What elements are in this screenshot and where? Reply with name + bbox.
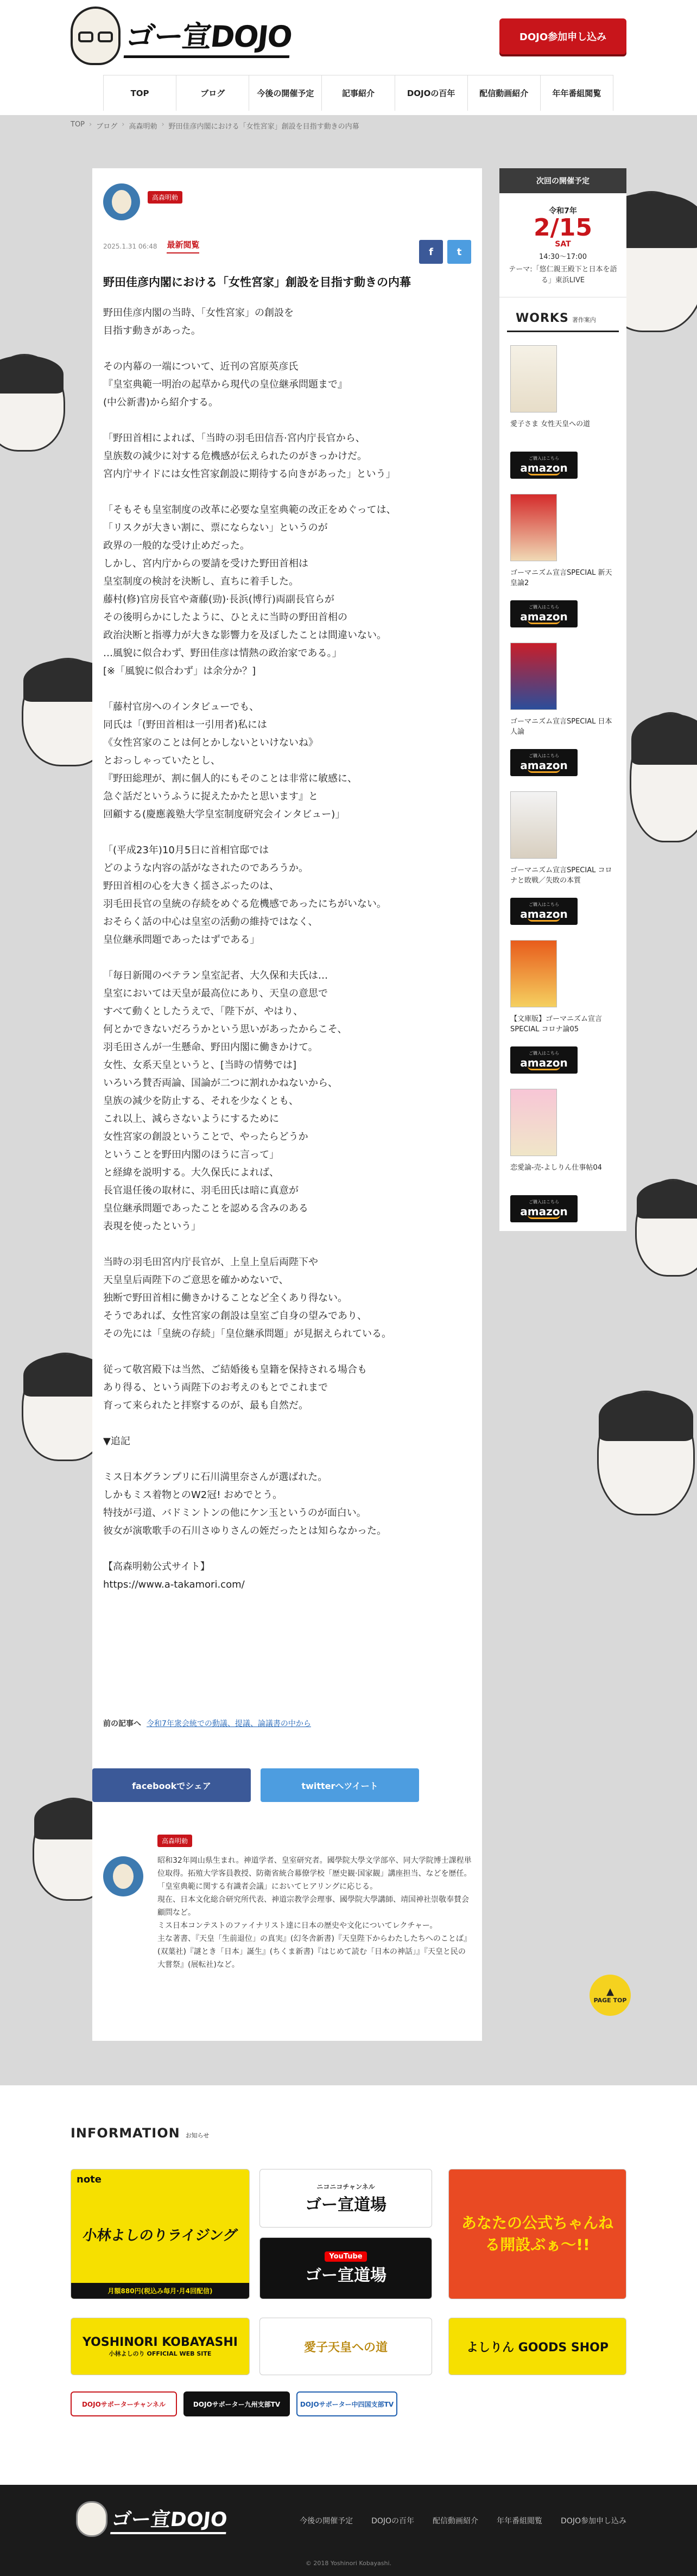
nav-item-top[interactable]: TOP [103,75,176,111]
official-channel-banner-title: あなたの公式ちゃんねる開設ぶぁ〜!! [461,2214,613,2254]
information-heading [71,2125,209,2141]
author-avatar [103,183,140,220]
article-paragraph: 「(平成23年)10月5日に首相官邸では どのような内容の話がなされたのであろうか。 野田首相の心を大きく揺さぶったのは、 羽毛田長官の皇統の存続をめぐる危機感であったにちがいない。 おそらく話の中心は皇室の活動の維持ではなく、 皇位継承問題であったはずである」 [103,845,386,946]
supporter-channel-label: DOJOサポーターチャンネル [81,2400,166,2408]
amazon-label: amazon [520,610,568,623]
works-heading [507,297,619,332]
decorative-character-illustration [635,1179,697,1277]
amazon-label: amazon [520,461,568,474]
facebook-share-button[interactable] [92,1768,251,1802]
twitter-icon[interactable]: t [447,240,471,264]
article-title: 野田佳彦内閣における「女性宮家」創設を目指す動きの内幕 [103,276,411,289]
next-event-weekday: SAT [555,240,571,249]
footer-nav-programs[interactable]: 年年番組閲覧 [497,2517,543,2526]
article-paragraph: 当時の羽毛田宮内庁長官が、上皇上皇后両陛下や 天皇皇后両陛下のご意思を確かめないで、 独断で野田首相に働きかけることなど全くあり得ない。 そうであれば、女性宮家の創設は皇室ご自身の望みであり、 その先には「皇統の存続」「皇位継承問題」が見据えられている。 [103,1257,391,1340]
next-event-box[interactable] [499,193,626,297]
category-tag[interactable]: 最新閲覧 [167,239,199,253]
book-cover-image[interactable] [510,643,557,710]
arrow-up-icon: ▲ [606,1985,614,1997]
footer-nav-videos[interactable]: 配信動画紹介 [433,2517,479,2526]
amazon-label: amazon [520,1056,568,1069]
goods-shop-banner-title: よしりん GOODS SHOP [466,2340,609,2355]
book-item [510,345,619,481]
official-site-banner[interactable] [71,2318,250,2375]
next-event-time: 14:30〜17:00 [539,253,587,261]
footer-nav-join[interactable]: DOJO参加申し込み [561,2517,626,2526]
amazon-label: amazon [520,758,568,772]
article-paragraph: その内幕の一端について、近刊の宮原英彦氏 『皇室典範一明治の起草から現代の皇位継承問題まで』 (中公新書)から紹介する。 [103,361,347,408]
next-event-heading: 次回の開催予定 [499,168,626,193]
logo-text: ゴー宣DOJO [124,14,294,58]
amazon-smile-icon [528,1066,560,1070]
information-subtitle: お知らせ [185,2132,210,2139]
bio-author-badge[interactable]: 高森明勅 [157,1835,192,1847]
author-badge[interactable]: 高森明勅 [148,191,182,204]
amazon-smile-icon [528,620,560,624]
site-logo[interactable] [71,7,292,65]
footer-nav-history[interactable]: DOJOの百年 [371,2517,415,2526]
mini-share-buttons [419,240,471,264]
book-cover-image[interactable] [510,345,557,413]
niconico-label: ニコニコチャンネル [316,2182,375,2191]
amazon-button[interactable] [510,898,578,925]
twitter-share-button[interactable] [261,1768,419,1802]
bio-text: 昭和32年岡山県生まれ。神道学者、皇室研究者。國學院大學文学部卒、同大学院博士課程単位取得。拓殖大学客員教授、防衛省統合幕僚学校「歴史観·国家観」講座担当、などを歴任。 「皇室典範に関する有識者会議」においてヒアリングに応じる。 現在、日本文化総合研究所代表、神道宗教学会理事、國學院大學講師、靖国神社崇敬奉賛会顧問など。 ミス日本コンテストのファイナリスト達に日本の歴史や文化についてレクチャー。 主な著書、『天皇「生前退位」の真実』(幻冬舎新書)『天皇陛下からわたしたちへのことば』(双葉社)『謎とき「日本」誕生』(ちくま新書)『はじめて読む「日本の神話」』『天皇と民の大嘗祭』(展転社)など。 [157,1856,472,1969]
article-paragraph: 「藤村官房へのインタビューでも、 同氏は「(野田首相は一引用者)私には 《女性宮家のことは何とかしないといけないね》 とおっしゃっていたとし、 『野田総理が、割に個人的にもそのことは非常に敏感に、 急ぐ話だというふうに捉えたかたと思います』と 回顧する(慶應義塾大学皇室制度研究会インタビュー)」 [103,701,357,820]
niconico-banner[interactable] [259,2169,432,2228]
logo-mascot-icon [71,7,121,65]
prev-article-link[interactable]: 令和7年衆会統での動議、提議、論議書の中から [147,1720,311,1728]
breadcrumb-current: 野田佳彦内閣における「女性宮家」創設を目指す動きの内幕 [168,123,359,131]
amazon-label: amazon [520,1204,568,1218]
official-site-banner-title: YOSHINORI KOBAYASHI [83,2335,238,2349]
book-item [510,1089,619,1231]
facebook-icon[interactable]: f [419,240,443,264]
works-subtitle: 著作案内 [572,316,596,323]
nav-item-videos[interactable]: 配信動画紹介 [468,75,541,111]
works-title: WORKS [516,312,569,325]
amazon-button[interactable] [510,1046,578,1074]
decorative-character-illustration [597,1391,695,1515]
decorative-character-illustration [630,712,697,842]
goods-shop-banner[interactable] [448,2318,626,2375]
book-item [510,494,619,630]
share-facebook-label: facebookでシェア [132,1780,211,1791]
join-dojo-button[interactable]: DOJO参加申し込み [499,18,626,54]
information-title: INFORMATION [71,2125,180,2141]
breadcrumb-blog[interactable]: ブログ [96,123,118,131]
breadcrumb: TOP › ブログ › 高森明勅 › 野田佳彦内閣における「女性宮家」創設を目指す動きの内幕 [71,120,359,131]
nav-item-dojo-history[interactable]: DOJOの百年 [395,75,468,111]
book-cover-image[interactable] [510,1089,557,1156]
amazon-small-label: ご購入はこちら [529,604,559,610]
global-nav [103,75,613,111]
book-title[interactable]: ゴーマニズム宣言SPECIAL 日本人論 [510,718,612,736]
amazon-button[interactable] [510,452,578,479]
book-item [510,940,619,1076]
footer-nav-schedule[interactable]: 今後の開催予定 [300,2517,353,2526]
rising-banner-title: 小林よしのりライジング [81,2227,238,2244]
article-card [92,168,482,2041]
amazon-smile-icon [528,917,560,922]
page-top-label: PAGE TOP [593,1996,627,2004]
decorative-character-illustration [0,354,65,452]
amazon-small-label: ご購入はこちら [529,902,559,907]
nav-item-schedule[interactable]: 今後の開催予定 [249,75,322,111]
kyushu-tv-label: DOJOサポーター九州支部TV [193,2400,281,2408]
site-footer [0,2485,697,2576]
amazon-smile-icon [528,471,560,475]
niconico-banner-title: ゴー宣道場 [305,2195,386,2215]
amazon-small-label: ご購入はこちら [529,753,559,758]
sidebar [499,168,626,1231]
amazon-small-label: ご購入はこちら [529,455,559,461]
article-body [103,304,472,1611]
nav-item-blog[interactable]: ブログ [176,75,249,111]
note-logo: note [77,2174,102,2185]
footer-logo[interactable] [76,2501,227,2537]
supporter-channel-banner[interactable] [71,2391,177,2416]
article-paragraph: 従って敬宮殿下は当然、ご結婚後も皇籍を保持される場合も あり得る、という両陛下のお考えのもとでこれまで 育って来られたと拝察するのが、最も自然だ。 [103,1364,367,1411]
aiko-banner[interactable] [259,2318,432,2375]
official-site-banner-sub: 小林よしのり OFFICIAL WEB SITE [109,2350,212,2357]
page-top-button[interactable] [590,1975,631,2016]
breadcrumb-author[interactable]: 高森明勅 [129,123,157,131]
prev-article-label: 前の記事へ [103,1720,141,1728]
amazon-smile-icon [528,769,560,773]
book-title[interactable]: 【文庫版】ゴーマニズム宣言SPECIAL コロナ論05 [510,1015,603,1033]
copyright: © 2018 Yoshinori Kobayashi. [305,2560,392,2567]
chushikoku-tv-label: DOJOサポーター中四国支部TV [300,2400,394,2408]
rising-banner-price: 月額880円(税込み毎月·月4回配信) [71,2283,249,2299]
amazon-button[interactable] [510,1195,578,1222]
book-title[interactable]: ゴーマニズム宣言SPECIAL コロナと敗戦／失敗の本質 [510,866,612,885]
footer-logo-text: ゴー宣DOJO [110,2504,229,2534]
book-cover-image[interactable] [510,494,557,561]
book-cover-image[interactable] [510,940,557,1007]
author-row [103,183,182,220]
amazon-small-label: ご購入はこちら [529,1050,559,1056]
book-title[interactable]: ゴーマニズム宣言SPECIAL 新天皇論2 [510,569,612,587]
kyushu-tv-banner[interactable] [183,2391,290,2416]
bio-avatar [103,1856,143,1896]
amazon-button[interactable] [510,600,578,627]
amazon-button[interactable] [510,749,578,776]
article-meta [103,239,199,253]
breadcrumb-top[interactable]: TOP [71,120,85,129]
book-item [510,643,619,778]
article-paragraph: 野田佳彦内閣の当時、「女性宮家」の創設を 目指す動きがあった。 [103,307,294,337]
official-channel-banner[interactable] [448,2169,626,2299]
youtube-banner[interactable] [259,2237,432,2299]
site-header [0,0,697,115]
rising-banner[interactable] [71,2169,250,2299]
postscript-heading: ▼追記 [103,1436,130,1447]
chushikoku-tv-banner[interactable] [296,2391,397,2416]
book-title[interactable]: 恋愛論-売-よしりん仕事帖04 [510,1164,602,1172]
book-item [510,791,619,927]
official-site-link[interactable]: 【高森明勅公式サイト】 https://www.a-takamori.com/ [103,1561,245,1590]
article-date: 2025.1.31 06:48 [103,242,157,250]
next-event-year: 令和7年 [549,207,577,215]
book-cover-image[interactable] [510,791,557,859]
article-paragraph: ミス日本グランプリに石川満里奈さんが選ばれた。 しかもミス着物とのW2冠! おめでとう。 特技が弓道、バドミントンの他にケン玉というのが面白い。 彼女が演歌歌手の石川さゆりさんの姪だったとは知らなかった。 [103,1471,386,1537]
prev-article [103,1718,311,1729]
amazon-smile-icon [528,1215,560,1219]
next-event-date: 2/15 [534,214,592,242]
amazon-small-label: ご購入はこちら [529,1199,559,1204]
share-twitter-label: twitterへツイート [301,1780,378,1791]
youtube-icon: YouTube [325,2251,366,2262]
amazon-label: amazon [520,907,568,921]
article-paragraph: 「そもそも皇室制度の改革に必要な皇室典範の改正をめぐっては、 「リスクが大きい割に、票にならない」というのが 政界の一般的な受け止めだった。 しかし、宮内庁からの要請を受けた野田首相は 皇室制度の検討を決断し、直ちに着手した。 藤村(修)官房長官や斎藤(勁)·長浜(博行)両副長官らが その後明らかにしたように、ひとえに当時の野田首相の 政治決断と指導力が大きな影響力を及ぼしたことは間違いない。 …風貌に似合わず、野田佳彦は情熱の政治家である。」 [※「風貌に似合わず」は余分か？] [103,504,396,677]
youtube-banner-title: ゴー宣道場 [305,2266,386,2285]
article-paragraph: 「毎日新聞のベテラン皇室記者、大久保和夫氏は… 皇室においては天皇が最高位にあり、天皇の意思で すべて動くとしたうえで、「陛下が、やはり、 何とかできないだろうかという思いがあったからこそ、 羽毛田さんが一生懸命、野田内閣に働きかけて。 女性、女系天皇というと、[当時の情勢では] いろいろ賛否両論、国論が二つに割れかねないから、 皇族の減少を防止する、それを少なくとも、 これ以上、減らさないようにするために 女性宮家の創設ということで、やったらどうか ということを野田内閣のほうに言って」 と経緯を説明する。大久保氏によれば、 長官退任後の取材に、羽毛田氏は暗に真意が 皇位継承問題であったことを認める含みのある 表現を使ったという」 [103,970,347,1232]
article-paragraph: 「野田首相によれば、「当時の羽毛田信吾·宮内庁長官から、 皇族数の減少に対する危機感が伝えられたのがきっかけだ。 宮内庁サイドには女性宮家創設に期待する向きがあった」という」 [103,433,396,480]
book-title[interactable]: 愛子さま 女性天皇への道 [510,420,591,428]
nav-item-programs[interactable]: 年年番組閲覧 [541,75,613,111]
next-event-theme: テーマ:「悠仁親王殿下と日本を語る」東浜LIVE [509,265,617,284]
aiko-banner-title: 愛子天皇への道 [303,2340,388,2355]
nav-item-articles[interactable]: 記事紹介 [322,75,395,111]
footer-nav [300,2515,626,2526]
footer-mascot-icon [76,2501,107,2537]
